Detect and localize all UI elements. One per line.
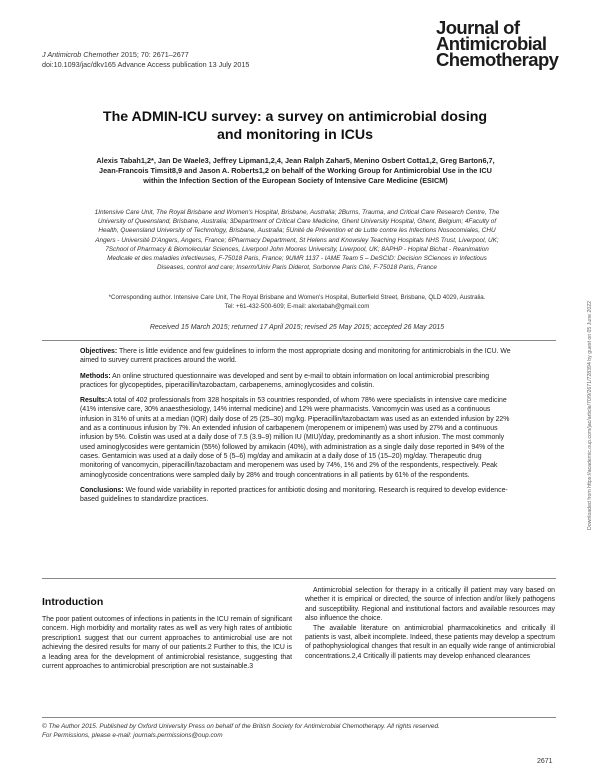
title-line-2: and monitoring in ICUs: [216, 127, 374, 143]
corresponding-author: [42, 293, 552, 311]
page-number: 2671: [537, 758, 553, 765]
divider: [42, 578, 556, 579]
affiliation-line: Health, Queensland University of Technology, Brisbane, Australia; 5Unité de Prévention et de Lutte contre les Infections Nosocomiales, CHU: [98, 227, 496, 235]
permissions-line: For Permissions, please e-mail: journals.permissions@oup.com: [42, 732, 223, 739]
authors-line-1: Alexis Tabah1,2*, Jan De Waele3, Jeffrey Lipman1,2,4, Jean Ralph Zahar5, Menino Osbert Cotta1,2, Greg Barton6,7,: [96, 156, 495, 165]
abstract-results: [80, 396, 512, 480]
methods-label: Methods:: [80, 372, 111, 380]
affiliations: [42, 208, 552, 272]
methods-text: An online structured questionnaire was developed and sent by e-mail to obtain information on local antimicrobial prescribing practices for glycopeptides, piperacillin/tazobactam, carbapenems, aminoglycosides and colistin.: [80, 372, 490, 389]
download-watermark: [579, 190, 593, 530]
affiliation-line: 1Intensive Care Unit, The Royal Brisbane and Women's Hospital, Brisbane, Australia; 2Burns, Trauma, and Critical Care Research Centre, The: [94, 209, 500, 216]
abstract: [80, 347, 512, 510]
citation: 2015; 70: 2671–2677: [120, 50, 189, 59]
affiliation-line: Diseases, control and care; Inserm/Univ Paris Diderot, Sorbonne Paris Cité, F-75018 Paris, France: [157, 264, 437, 272]
logo-line-3: Chemotherapy: [436, 49, 559, 70]
objectives-text: There is little evidence and few guidelines to inform the most appropriate dosing and monitoring for antimicrobials in the ICU. We aimed to survey current practices around the world.: [80, 348, 511, 365]
doi-line: doi:10.1093/jac/dkv165 Advance Access publication 13 July 2015: [42, 60, 250, 69]
article-title: [60, 108, 530, 144]
authors-line-3: within the Infection Section of the European Society of Intensive Care Medicine (ESICM): [143, 176, 448, 185]
received-dates: Received 15 March 2015; returned 17 April 2015; revised 25 May 2015; accepted 26 May 2015: [149, 324, 445, 331]
objectives-label: Objectives:: [80, 348, 118, 355]
divider: [42, 340, 556, 341]
journal-abbrev: J Antimicrob Chemother: [42, 50, 119, 59]
affiliation-line: Angers - Université D'Angers, Angers, France; 6Pharmacy Department, St Helens and Knowsley Teaching Hospitals NHS Trust, Liverpool, UK;: [95, 236, 499, 244]
copyright-footer: [42, 722, 556, 740]
copyright-line: © The Author 2015. Published by Oxford University Press on behalf of the British Society for Antimicrobial Chemotherapy. All rights reserved.: [42, 723, 440, 730]
conclusions-text: We found wide variability in reported practices for antibiotic dosing and monitoring. Research is required to develop evidence-based guidelines to standardize practices.: [80, 486, 508, 504]
corresponding-line-1: *Corresponding author. Intensive Care Unit, The Royal Brisbane and Women's Hospital, Butterfield Street, Brisbane, QLD 4029, Australia.: [108, 294, 486, 301]
intro-column-right: [305, 586, 555, 661]
abstract-conclusions: [80, 486, 512, 505]
intro-column-left: [42, 615, 292, 671]
citation-header: [42, 50, 249, 70]
intro-paragraph: The available literature on antimicrobial pharmacokinetics and critically ill patients is vast, albeit incomplete. Indeed, these patients may develop a spectrum of pathophysiological changes that result in an equally wide range of antimicrobial concentrations.2,4 Critically ill patients may develop enhanced clearances: [305, 624, 555, 660]
abstract-objectives: [80, 347, 512, 366]
corresponding-line-2: Tel: +61-432-500-609; E-mail: alextabah@gmail.com: [224, 303, 370, 310]
title-line-1: The ADMIN-ICU survey: a survey on antimicrobial dosing: [102, 109, 488, 125]
logo-line-1: Journal of: [436, 17, 520, 38]
section-heading-introduction: Introduction: [42, 596, 104, 608]
abstract-methods: [80, 372, 512, 391]
divider: [42, 717, 556, 718]
journal-logo: [436, 17, 566, 70]
author-list: [48, 156, 543, 186]
affiliation-line: Medicale et des maladies infectieuses, F-75018 Paris, France; 9UMR 1137 - IAME Team 5 – DeSCID: Decision SCiences in Infectious: [107, 255, 487, 263]
results-label: Results:: [80, 397, 108, 405]
conclusions-label: Conclusions:: [80, 486, 124, 494]
affiliation-line: University of Queensland, Brisbane, Australia; 3Department of Critical Care Medicine, Ghent University Hospital, Ghent, Belgium; 4Faculty of: [97, 218, 497, 226]
intro-paragraph: Antimicrobial selection for therapy in a critically ill patient may vary based on whether it is empirical or directed, the source of infection and/or likely pathogens and susceptibility. Regional and institutional factors and available resources may also influence the choice.: [305, 587, 555, 623]
download-watermark-text: Downloaded from https://academic.oup.com/jac/article/70/9/2671/728394 by guest on 05 June 2022: [587, 301, 593, 530]
results-text: A total of 402 professionals from 328 hospitals in 53 countries responded, of whom 78% were specialists in intensive care medicine (41% intensive care, 30% anaesthesiology, 14% internal medicine) and 12% were pharmacists. Vancomycin was used as a continuous infusion in 31% of units at a median (IQR) daily dose of 25 (25–30) mg/kg. Piperacillin/tazobactam was used as an extended infusion by 22% and as a continuous infusion by 7%. An extended infusion of carbapenem (meropenem or imipenem) was used by 27% and a continuous infusion by 5%. Colistin was used at a daily dose of 7.5 (3.9–9) million IU (MIU)/day, predominantly as a short infusion. The most commonly used aminoglycosides were gentamicin (55%) followed by amikacin (40%), with administration as a single daily dose reported in 94% of the cases. Gentamicin was used at a daily dose of 5 (5–6) mg/day and amikacin at a daily dose of 15 (15–20) mg/day. Therapeutic drug monitoring of vancomycin, piperacillin/tazobactam and meropenem was used by 74%, 1% and 2% of the respondents, respectively. Peak aminoglycoside concentrations were sampled daily by 28% and trough concentrations in all patients by 61% of the respondents.: [80, 397, 510, 479]
intro-paragraph: The poor patient outcomes of infections in patients in the ICU remain of significant concern. High morbidity and mortality rates as well as very high rates of antibiotic prescription1 suggest that our current approaches to antimicrobial use are not achieving the desired results for many of our patients.2 Further to this, the ICU is a leading area for the development of antimicrobial resistance, suggesting that current approaches to antimicrobial prescription are not sustainable.3: [42, 616, 292, 671]
logo-line-2: Antimicrobial: [436, 33, 547, 54]
affiliation-line: 7School of Pharmacy & Biomolecular Sciences, Liverpool John Moores University, Liverpool, UK; 8APHP - Hopital Bichat - Reanimation: [105, 245, 489, 253]
authors-line-2: Jean-Francois Timsit8,9 and Jason A. Roberts1,2 on behalf of the Working Group for Antimicrobial Use in the ICU: [99, 166, 492, 175]
